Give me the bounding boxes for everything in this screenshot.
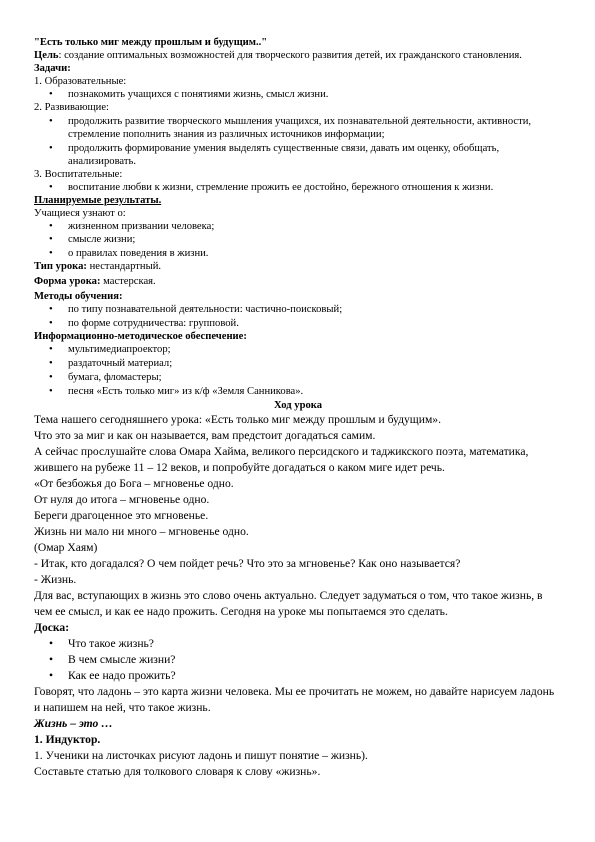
learn-intro: Учащиеся узнают о: — [34, 208, 126, 220]
poem-line: Береги драгоценное это мгновенье. — [34, 508, 209, 522]
body-paragraph: - Итак, кто догадался? О чем пойдет речь? Что это за мгновенье? Как оно называется? — [34, 556, 461, 570]
board-list — [34, 636, 562, 684]
palm-paragraph: Говорят, что ладонь – это карта жизни человека. Мы ее прочитать не можем, но давайте нарисуем ладонь и напишем на ней, что такое жизнь. — [34, 684, 555, 714]
lesson-type-value: нестандартный. — [86, 260, 162, 272]
body-paragraph: Тема нашего сегодняшнего урока: «Есть только миг между прошлым и будущим». — [34, 412, 441, 426]
list-item: • Что такое жизнь? — [34, 636, 562, 652]
lesson-form-label: Форма урока: — [34, 275, 101, 287]
list-item: • продолжить развитие творческого мышления учащихся, их познавательной деятельности, активности, стремление пополнить знания из различных источников информации; — [34, 115, 562, 141]
task3-list — [34, 181, 562, 194]
list-item: • по типу познавательной деятельности: частично-поисковый; — [34, 303, 562, 316]
inductor-heading: 1. Индуктор. — [34, 732, 101, 746]
list-item: • смысле жизни; — [34, 233, 562, 246]
list-item: • по форме сотрудничества: групповой. — [34, 317, 562, 330]
list-item: • воспитание любви к жизни, стремление прожить ее достойно, бережного отношения к жизни. — [34, 181, 562, 194]
list-item: • Как ее надо прожить? — [34, 668, 562, 684]
poem-line: Жизнь ни мало ни много – мгновенье одно. — [34, 524, 249, 538]
resources-list — [34, 343, 562, 398]
learn-list — [34, 220, 562, 259]
document-title: "Есть только миг между прошлым и будущим.." — [34, 37, 268, 48]
results-heading: Планируемые результаты. — [34, 195, 162, 207]
list-item: • В чем смысле жизни? — [34, 652, 562, 668]
board-heading: Доска: — [34, 620, 70, 634]
lesson-body — [34, 412, 562, 780]
list-item: • о правилах поведения в жизни. — [34, 247, 562, 260]
resources-heading: Информационно-методическое обеспечение: — [34, 331, 247, 343]
body-paragraph: Что это за миг и как он называется, вам предстоит догадаться самим. — [34, 428, 376, 442]
body-paragraph: - Жизнь. — [34, 572, 77, 586]
list-item: • раздаточный материал; — [34, 357, 562, 370]
document-page — [34, 36, 562, 780]
task3-heading: 3. Воспитательные: — [34, 168, 123, 180]
methods-list — [34, 303, 562, 330]
tasks-heading: Задачи: — [34, 63, 71, 75]
poem-line: «От безбожья до Бога – мгновенье одно. — [34, 476, 234, 490]
poem-line: От нуля до итога – мгновенье одно. — [34, 492, 210, 506]
inductor-line: Составьте статью для толкового словаря к слову «жизнь». — [34, 764, 321, 778]
lesson-type — [34, 260, 562, 273]
task2-heading: 2. Развивающие: — [34, 102, 109, 114]
inductor-line: 1. Ученики на листочках рисуют ладонь и пишут понятие – жизнь). — [34, 748, 368, 762]
goal-label: Цель — [34, 50, 59, 62]
poem-author: (Омар Хаям) — [34, 540, 98, 554]
methods-heading: Методы обучения: — [34, 290, 123, 302]
list-item: • познакомить учащихся с понятиями жизнь, смысл жизни. — [34, 88, 562, 101]
list-item: • мультимедиапроектор; — [34, 343, 562, 356]
lesson-form — [34, 275, 562, 288]
goal-text: : создание оптимальных возможностей для творческого развития детей, их гражданского становления. — [58, 50, 522, 62]
list-item: • песня «Есть только миг» из к/ф «Земля Санникова». — [34, 385, 562, 398]
life-is-heading: Жизнь – это … — [34, 716, 113, 730]
body-paragraph: А сейчас прослушайте слова Омара Хайма, великого персидского и таджикского поэта, математика, жившего на рубеже 11 – 12 веков, и попробуйте догадаться о каком миге идет речь. — [34, 444, 529, 474]
task1-list — [34, 88, 562, 101]
task2-list — [34, 115, 562, 168]
body-paragraph: Для вас, вступающих в жизнь это слово очень актуально. Следует задуматься о том, что такое жизнь, в чем ее смысл, и как ее надо прожить. Сегодня на уроке мы попытаемся это сделать. — [34, 588, 543, 618]
list-item: • продолжить формирование умения выделять существенные связи, давать им оценку, обобщать, анализировать. — [34, 142, 562, 168]
lesson-form-value: мастерская. — [100, 275, 156, 287]
goal-paragraph — [34, 49, 562, 62]
course-heading: Ход урока — [273, 399, 323, 411]
list-item: • жизненном призвании человека; — [34, 220, 562, 233]
task1-heading: 1. Образовательные: — [34, 76, 127, 88]
list-item: • бумага, фломастеры; — [34, 371, 562, 384]
lesson-type-label: Тип урока: — [34, 260, 87, 272]
